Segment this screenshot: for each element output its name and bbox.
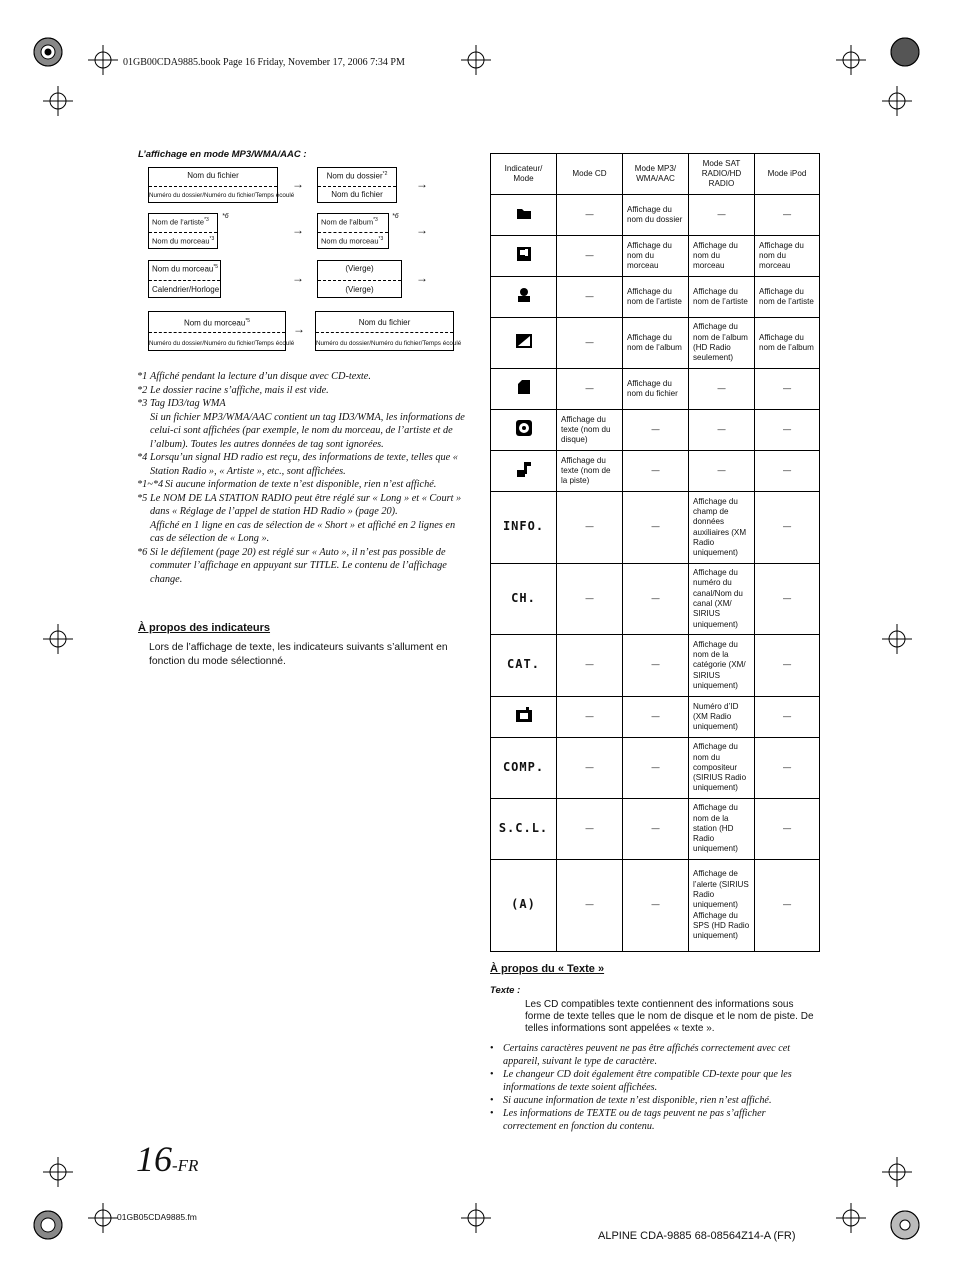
- texte-body: Les CD compatibles texte contiennent des informations sous forme de texte telles que le nom de disque et le nom de piste. De telles informations sont appelées « texte ».: [525, 999, 814, 1034]
- cell-ipod: —: [755, 492, 820, 564]
- cell-cd: Affichage du texte (nom du disque): [557, 410, 623, 451]
- box-line-top: Nom de l’artiste: [152, 217, 205, 227]
- cell-ipod: —: [755, 860, 820, 952]
- crosshair-mark: [461, 45, 491, 75]
- table-row: [491, 277, 820, 318]
- cell-ipod: —: [755, 410, 820, 451]
- sunburst-mark: [891, 1211, 919, 1239]
- box-line-top: (Vierge): [345, 264, 374, 273]
- footnote-ref: *3: [378, 235, 384, 242]
- display-box: [148, 260, 221, 298]
- sunburst-mark: [34, 38, 62, 66]
- album-icon: [491, 318, 557, 369]
- page-number: [136, 1138, 198, 1180]
- cell-ipod: —: [755, 451, 820, 492]
- display-box: [317, 167, 397, 203]
- texte-label: Texte :: [490, 985, 521, 996]
- sunburst-mark: [34, 1211, 62, 1239]
- indicators-text: Lors de l’affichage de texte, les indicateurs suivants s’allument en fonction du mode sélectionné.: [149, 642, 448, 667]
- page-suffix: -FR: [172, 1156, 199, 1175]
- table-row: [491, 451, 820, 492]
- footnote-text: Si un fichier MP3/WMA/AAC contient un tag ID3/WMA, les informations de celui-ci sont affichées (par exemple, le nom du morceau, de l’artiste et de l’album). Toutes les autres données de tag sont ignorées.: [150, 411, 465, 450]
- box-line-top: Nom du fichier: [358, 318, 411, 327]
- table-row: [491, 799, 820, 860]
- cell-sat: Affichage du numéro du canal/Nom du canal (XM/ SIRIUS uniquement): [689, 564, 755, 635]
- footnote: [137, 370, 467, 384]
- crosshair-mark: [836, 1203, 866, 1233]
- cell-cd: —: [557, 492, 623, 564]
- footnote-text: Si le défilement (page 20) est réglé sur « Auto », il n’est pas possible de commuter l’affichage en appuyant sur TITLE. Le contenu de l’affichage change.: [150, 546, 447, 585]
- cell-sat: Affichage du champ de données auxiliaires (XM Radio uniquement): [689, 492, 755, 564]
- cell-cd: —: [557, 635, 623, 697]
- cell-cd: —: [557, 564, 623, 635]
- list-item: • Les informations de TEXTE ou de tags peuvent ne pas s’afficher correctement en fonction du contenu.: [490, 1107, 815, 1133]
- page-number-value: 16: [136, 1139, 172, 1179]
- cell-mp3: —: [623, 410, 689, 451]
- crosshair-mark: [43, 1157, 73, 1187]
- cell-sat: —: [689, 410, 755, 451]
- footnote: [137, 384, 467, 398]
- cell-mp3: —: [623, 635, 689, 697]
- footnote-text: Affiché en 1 ligne en cas de sélection de « Short » et affiché en 2 lignes en cas de sélection de « Long ».: [150, 519, 456, 544]
- info-icon: [491, 492, 557, 564]
- table-row: [491, 860, 820, 952]
- cell-sat: Affichage du nom de l’album (HD Radio seulement): [689, 318, 755, 369]
- footnote-text: Le NOM DE LA STATION RADIO peut être réglé sur « Long » et « Court » dans « Réglage de l’appel de station HD Radio » (page 20).: [150, 492, 462, 517]
- crosshair-mark: [461, 1203, 491, 1233]
- box-line-top: Nom du fichier: [187, 171, 239, 180]
- footnote-ref: *3: [209, 235, 215, 242]
- cell-ipod: —: [755, 564, 820, 635]
- indicator-table: [490, 153, 820, 952]
- footnote-key: *4: [137, 452, 148, 463]
- cell-ipod: —: [755, 635, 820, 697]
- crosshair-mark: [43, 86, 73, 116]
- category-icon: [491, 635, 557, 697]
- footnote-key: *1: [137, 371, 148, 382]
- table-row: [491, 738, 820, 799]
- table-row: [491, 564, 820, 635]
- cell-sat: Affichage du nom du morceau: [689, 236, 755, 277]
- table-row: [491, 195, 820, 236]
- cell-ipod: Affichage du nom du morceau: [755, 236, 820, 277]
- cell-cd: —: [557, 195, 623, 236]
- cell-cd: —: [557, 860, 623, 952]
- cell-mp3: —: [623, 799, 689, 860]
- footnote-text: Si aucune information de texte n’est disponible, rien n’est affiché.: [165, 479, 437, 490]
- box-line-bottom: Nom du fichier: [331, 190, 383, 199]
- cell-mp3: Affichage du nom du dossier: [623, 195, 689, 236]
- composer-icon: [491, 738, 557, 799]
- cell-ipod: Affichage du nom de l’artiste: [755, 277, 820, 318]
- box-line-bottom: Numéro du dossier/Numéro du fichier/Temps écoulé: [316, 340, 462, 347]
- sunburst-mark: [891, 38, 919, 66]
- cell-sat: Affichage de l’alerte (SIRIUS Radio uniquement) Affichage du SPS (HD Radio uniquement): [689, 860, 755, 952]
- table-row: [491, 369, 820, 410]
- id-icon: [491, 697, 557, 738]
- cell-mp3: —: [623, 564, 689, 635]
- cell-cd: —: [557, 318, 623, 369]
- display-box: [148, 311, 295, 351]
- track-icon: [491, 451, 557, 492]
- bullet-list: [490, 1042, 815, 1133]
- footer-file: 01GB05CDA9885.fm: [117, 1212, 197, 1222]
- footnote: [137, 478, 467, 492]
- footnote-ref: *5: [245, 318, 251, 324]
- cell-mp3: —: [623, 738, 689, 799]
- indicator-glyph: S.C.L.: [498, 820, 549, 835]
- footnote-text: Lorsqu’un signal HD radio est reçu, des informations de texte, telles que « Station Radio », « Artiste », etc., sont affichées.: [150, 452, 458, 477]
- footnote: [137, 397, 467, 411]
- list-item: • Si aucune information de texte n’est disponible, rien n’est affiché.: [490, 1094, 815, 1107]
- crosshair-mark: [88, 45, 118, 75]
- cell-sat: Numéro d’ID (XM Radio uniquement): [689, 697, 755, 738]
- table-row: [491, 410, 820, 451]
- arrow-icon: →: [416, 271, 428, 285]
- cell-mp3: Affichage du nom du fichier: [623, 369, 689, 410]
- indicator-glyph: COMP.: [502, 759, 545, 774]
- cell-ipod: —: [755, 369, 820, 410]
- footnote-ref: *2: [382, 171, 388, 177]
- crosshair-mark: [43, 624, 73, 654]
- box-line-bottom: Nom du morceau: [321, 236, 379, 245]
- display-box: [148, 167, 295, 203]
- section-title: L’affichage en mode MP3/WMA/AAC :: [138, 149, 307, 160]
- cell-sat: —: [689, 451, 755, 492]
- cell-sat: Affichage du nom de la station (HD Radio uniquement): [689, 799, 755, 860]
- arrow-icon: →: [292, 177, 304, 191]
- cell-cd: —: [557, 236, 623, 277]
- footnote: [137, 546, 467, 587]
- cell-cd: —: [557, 277, 623, 318]
- footnote: [137, 411, 467, 452]
- column-header: Mode CD: [557, 154, 623, 195]
- cell-cd: —: [557, 697, 623, 738]
- table-row: [491, 236, 820, 277]
- cell-mp3: —: [623, 451, 689, 492]
- box-line-bottom: Nom du morceau: [152, 236, 210, 245]
- crosshair-mark: [88, 1203, 118, 1233]
- cell-sat: Affichage du nom de l’artiste: [689, 277, 755, 318]
- display-box: [317, 260, 402, 298]
- table-row: [491, 318, 820, 369]
- indicator-glyph: (A): [511, 897, 536, 912]
- crosshair-mark: [882, 86, 912, 116]
- cell-ipod: —: [755, 738, 820, 799]
- crosshair-mark: [882, 1157, 912, 1187]
- footnote-key: *6: [137, 546, 148, 558]
- indicators-heading: À propos des indicateurs: [138, 622, 271, 634]
- indicator-glyph: CH.: [511, 590, 536, 605]
- footnote-key: *5: [137, 492, 148, 504]
- box-line-top: Nom du morceau: [152, 264, 214, 274]
- channel-icon: [491, 564, 557, 635]
- cell-mp3: Affichage du nom de l’album: [623, 318, 689, 369]
- cell-sat: —: [689, 195, 755, 236]
- arrow-icon: →: [293, 322, 305, 336]
- box-line-bottom: Calendrier/Horloge: [152, 285, 220, 294]
- crosshair-mark: [836, 45, 866, 75]
- footer-model: ALPINE CDA-9885 68-08564Z14-A (FR): [598, 1230, 796, 1242]
- table-row: [491, 635, 820, 697]
- column-header: Mode MP3/ WMA/AAC: [623, 154, 689, 195]
- cell-mp3: —: [623, 492, 689, 564]
- cell-ipod: —: [755, 195, 820, 236]
- footnotes: [137, 370, 467, 586]
- cell-mp3: —: [623, 697, 689, 738]
- station-icon: [491, 799, 557, 860]
- box-line-top: Nom de l’album: [321, 217, 374, 227]
- footnote-ref: *6: [392, 213, 399, 220]
- song-icon: [491, 236, 557, 277]
- list-item: • Le changeur CD doit également être compatible CD-texte pour que les informations de texte soient affichées.: [490, 1068, 815, 1094]
- alert-icon: [491, 860, 557, 952]
- cell-cd: —: [557, 799, 623, 860]
- cell-ipod: —: [755, 697, 820, 738]
- box-line-bottom: Numéro du dossier/Numéro du fichier/Temps écoulé: [149, 340, 295, 347]
- indicator-glyph: CAT.: [507, 657, 540, 672]
- cell-cd: —: [557, 738, 623, 799]
- cell-sat: Affichage du nom de la catégorie (XM/ SIRIUS uniquement): [689, 635, 755, 697]
- table-row: [491, 697, 820, 738]
- cell-sat: Affichage du nom du compositeur (SIRIUS Radio uniquement): [689, 738, 755, 799]
- cell-mp3: Affichage du nom de l’artiste: [623, 277, 689, 318]
- cell-ipod: —: [755, 799, 820, 860]
- display-box: [148, 213, 218, 249]
- cell-mp3: Affichage du nom du morceau: [623, 236, 689, 277]
- cell-cd: Affichage du texte (nom de la piste): [557, 451, 623, 492]
- table-header-row: [491, 154, 820, 195]
- cell-sat: —: [689, 369, 755, 410]
- column-header: Mode iPod: [755, 154, 820, 195]
- crosshair-mark: [882, 624, 912, 654]
- footnote: [137, 451, 467, 478]
- arrow-icon: →: [416, 177, 428, 191]
- file-icon: [491, 369, 557, 410]
- footnote: [137, 519, 467, 546]
- arrow-icon: →: [416, 223, 428, 237]
- footnote-key: *3: [137, 398, 148, 409]
- box-line-top: Nom du dossier: [326, 171, 383, 181]
- footnote: [137, 492, 467, 519]
- display-box: [317, 213, 389, 249]
- footnote-ref: *3: [373, 217, 378, 223]
- footnote-key: *1~*4: [137, 479, 164, 490]
- column-header: Indicateur/ Mode: [491, 154, 557, 195]
- footnote-key: *2: [137, 384, 148, 396]
- artist-icon: [491, 277, 557, 318]
- cell-cd: —: [557, 369, 623, 410]
- box-line-bottom: Numéro du dossier/Numéro du fichier/Temps écoulé: [149, 192, 295, 199]
- cell-mp3: —: [623, 860, 689, 952]
- cell-ipod: Affichage du nom de l’album: [755, 318, 820, 369]
- book-header: 01GB00CDA9885.book Page 16 Friday, November 17, 2006 7:34 PM: [123, 57, 405, 68]
- disc-icon: [491, 410, 557, 451]
- footnote-text: Le dossier racine s’affiche, mais il est vide.: [150, 384, 329, 396]
- arrow-icon: →: [292, 271, 304, 285]
- footnote-ref: *5: [213, 264, 219, 270]
- footnote-ref: *6: [222, 213, 229, 220]
- footnote-text: Tag ID3/tag WMA: [150, 398, 226, 409]
- box-line-top: Nom du morceau: [183, 318, 246, 328]
- texte-heading: À propos du « Texte »: [490, 963, 605, 975]
- column-header: Mode SAT RADIO/HD RADIO: [689, 154, 755, 195]
- indicator-glyph: INFO.: [502, 519, 545, 534]
- box-line-bottom: (Vierge): [345, 285, 374, 294]
- arrow-icon: →: [292, 223, 304, 237]
- footnote-ref: *3: [204, 217, 209, 223]
- display-box: [315, 311, 462, 351]
- table-row: [491, 492, 820, 564]
- folder-icon: [491, 195, 557, 236]
- footnote-text: Affiché pendant la lecture d’un disque avec CD-texte.: [150, 371, 371, 382]
- list-item: • Certains caractères peuvent ne pas être affichés correctement avec cet appareil, suivant le type de caractère.: [490, 1042, 815, 1068]
